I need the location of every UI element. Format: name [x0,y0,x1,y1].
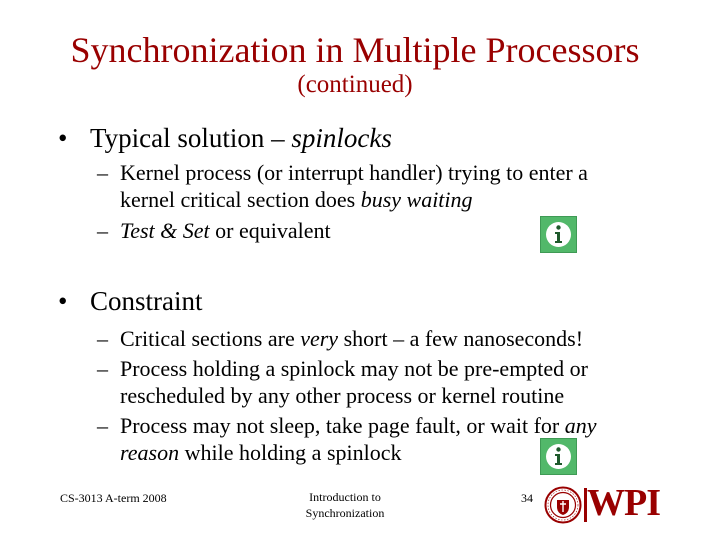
subitem-emphasis: any [564,413,597,438]
subitem-emphasis: busy waiting [360,187,473,212]
bullet-marker: • [58,123,68,153]
wpi-wordmark: WPI [587,482,660,524]
bullet-emphasis: spinlocks [291,123,392,153]
bullet-marker: • [58,286,68,316]
footer-topic-line1: Introduction to [309,490,381,504]
subitem-emphasis: reason [120,440,180,465]
footer-topic [290,489,400,521]
page-subtitle: (continued) [297,71,413,98]
page-title: Synchronization in Multiple Processors [70,30,640,70]
subitem-line1: Process may not sleep, take page fault, or wait for [120,413,565,438]
page-number: 34 [521,491,533,505]
subitem-text: or equivalent [209,218,331,243]
subitem-marker: – [97,413,108,438]
footer-topic-line2: Synchronization [305,506,385,520]
info-icon[interactable] [540,216,577,253]
subitem-line2: rescheduled by any other process or kernel routine [120,383,565,408]
subitem-marker: – [97,326,108,351]
subitem-marker: – [97,160,108,185]
subitem-emphasis: very [300,326,339,351]
subitem-text: Critical sections are [120,326,301,351]
subitem-emphasis: Test & Set [120,218,210,243]
bullet-text: Typical solution – [90,123,292,153]
subitem-text: short – a few nanoseconds! [338,326,584,351]
subitem-line1: Kernel process (or interrupt handler) trying to enter a [120,160,588,185]
wpi-seal-logo [544,486,582,529]
subitem-marker: – [97,218,108,243]
bullet-text: Constraint [90,286,203,316]
footer-course: CS-3013 A-term 2008 [60,491,167,505]
subitem-line1: Process holding a spinlock may not be pre-empted or [120,356,589,381]
subitem-line2: while holding a spinlock [179,440,402,465]
subitem-marker: – [97,356,108,381]
info-icon[interactable] [540,438,577,475]
subitem-line2: kernel critical section does [120,187,361,212]
